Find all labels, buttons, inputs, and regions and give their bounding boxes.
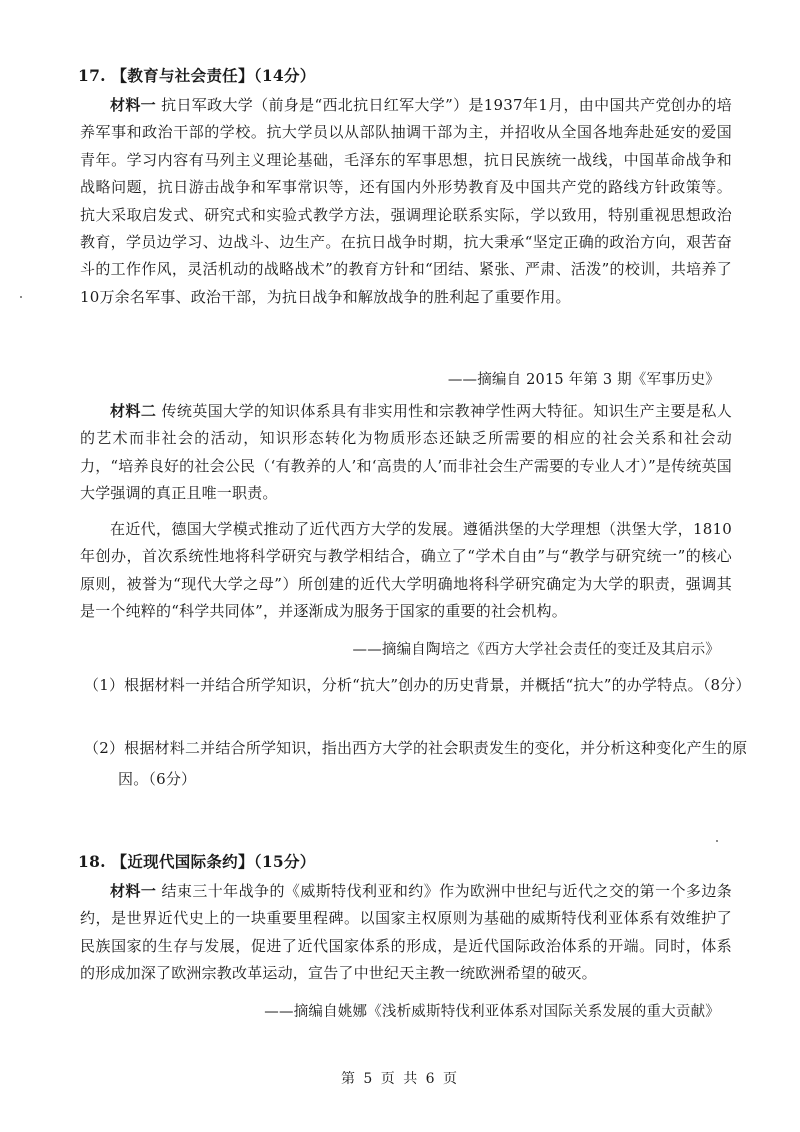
material-label: 材料一	[110, 96, 157, 114]
material-label: 材料一	[110, 882, 157, 900]
q18-material-1	[80, 878, 732, 988]
page-number-footer: 第 5 页 共 6 页	[340, 1071, 460, 1087]
material-label: 材料二	[110, 402, 157, 420]
q17-task-1: （1）根据材料一并结合所学知识，分析“抗大”创办的历史背景，并概括“抗大”的办学特点。（8分）	[84, 676, 751, 694]
q18-material-1-source: ——摘编自姚娜《浅析威斯特伐利亚体系对国际关系发展的重大贡献》	[264, 1004, 720, 1020]
q17-material-1	[80, 92, 732, 311]
scan-speck	[716, 840, 718, 842]
q17-material-2-source: ——摘编自陶培之《西方大学社会责任的变迁及其启示》	[352, 642, 720, 658]
material-text: 结束三十年战争的《威斯特伐利亚和约》作为欧洲中世纪与近代之交的第一个多边条约，是世界近代史上的一块重要里程碑。以国家主权原则为基础的威斯特伐利亚体系有效维护了民族国家的生存与发展，促进了近代国家体系的形成，是近代国际政治体系的开端。同时，体系的形成加深了欧洲宗教改革运动，宣告了中世纪天主教一统欧洲希望的破灭。	[80, 882, 733, 983]
q17-material-2	[80, 398, 732, 508]
material-text: 抗日军政大学（前身是“西北抗日红军大学”）是1937年1月，由中国共产党创办的培养军事和政治干部的学校。抗大学员以从部队抽调干部为主，并招收从全国各地奔赴延安的爱国青年。学习内容有马列主义理论基础，毛泽东的军事思想，抗日民族统一战线，中国革命战争和战略问题，抗日游击战争和军事常识等，还有国内外形势教育及中国共产党的路线方针政策等。抗大采取启发式、研究式和实验式教学方法，强调理论联系实际，学以致用，特别重视思想政治教育，学员边学习、边战斗、边生产。在抗日战争时期，抗大秉承“坚定正确的政治方向，艰苦奋斗的工作作风，灵活机动的战略战术”的教育方针和“团结、紧张、严肃、活泼”的校训，共培养了10万余名军事、政治干部，为抗日战争和解放战争的胜利起了重要作用。	[80, 96, 733, 306]
scan-speck	[20, 296, 22, 298]
q17-task-2: （2）根据材料二并结合所学知识，指出西方大学的社会职责发生的变化，并分析这种变化产生的原因。（6分）	[84, 739, 748, 788]
question-18-title: 18. 【近现代国际条约】（15分）	[78, 852, 316, 871]
q17-material-2-continued: 在近代，德国大学模式推动了近代西方大学的发展。遵循洪堡的大学理想（洪堡大学，1810年创办，首次系统性地将科学研究与教学相结合，确立了“学术自由”与“教学与研究统一”的核心原则，被誉为“现代大学之母”）所创建的近代大学明确地将科学研究确定为大学的职责，强调其是一个纯粹的“科学共同体”，并逐渐成为服务于国家的重要的社会机构。	[80, 520, 732, 621]
question-17-title: 17. 【教育与社会责任】（14分）	[78, 66, 316, 85]
q17-material-1-source: ——摘编自 2015 年第 3 期《军事历史》	[447, 372, 720, 388]
material-text: 传统英国大学的知识体系具有非实用性和宗教神学性两大特征。知识生产主要是私人的艺术而非社会的活动，知识形态转化为物质形态还缺乏所需要的相应的社会关系和社会动力，“培养良好的社会公民（‘有教养的人’和‘高贵的人’而非社会生产需要的专业人才）”是传统英国大学强调的真正且唯一职责。	[80, 402, 733, 503]
